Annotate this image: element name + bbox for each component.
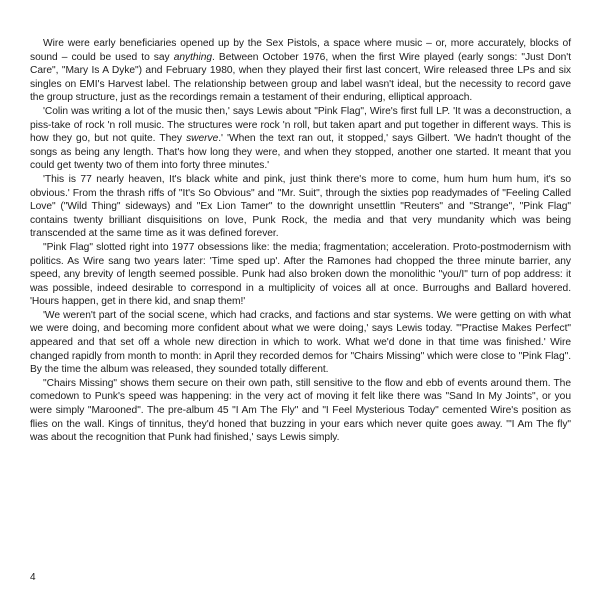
text-run: . Between October 1976, when the first Wire played (early songs: "Just Don't Care", "Mary Is A Dyke") and February 1980, when they played their first last concert, Wire released three LPs and six singles on EMI's Harvest label. The relationship between group and label wasn't ideal, but the necessity to record gave the group structure, just as the recordings remain a testament of their enduring, elliptical approach. — [30, 51, 571, 104]
text-run: 'Colin was writing a lot of the music then,' says Lewis about "Pink Flag", Wire's first full LP. 'It was a deconstruction, a piss-take of rock 'n roll music. The structures were rock 'n roll, but taken apart and put together in different ways. This is how they go, but not quite. They — [30, 105, 571, 145]
paragraph — [30, 377, 571, 445]
emphasized-text: anything — [173, 51, 213, 63]
text-run: "Chairs Missing" shows them secure on their own path, still sensitive to the flow and ebb of events around them. The comedown to Punk's speed was happening: in the very act of moving it felt like there was "Sand In My Joints", or you were simply "Marooned". The pre-album 45 "I Am The Fly" and "I Feel Mysterious Today" cemented Wire's position as flies on the wall. Kings of tinnitus, they'd honed that buzzing in your ears which never quite goes away. '"I Am The fly" was about the recognition that Punk had finished,' says Lewis simply. — [30, 377, 571, 444]
text-run: .' 'When the text ran out, it stopped,' says Gilbert. 'We hadn't thought of the songs as being any length. That's how long they were, and when they stopped, another one started. It meant that you could get twenty two of them into forty three minutes.' — [30, 133, 571, 172]
text-run: 'We weren't part of the social scene, which had cracks, and factions and star systems. We were getting on with what we were doing, and becoming more confident about what we were doing,' says Lewis today. '"Practise Makes Perfect" appeared and that set off a whole new direction in which to work. What we'd done in that time was finished.' Wire changed rapidly from month to month: in April they recorded demos for "Chairs Missing" which were close to "Pink Flag". By the time the album was released, they sounded totally different. — [30, 309, 571, 376]
text-run: Wire were early beneficiaries opened up by the Sex Pistols, a space where music – or, more accurately, blocks of sound – could be used to say — [30, 38, 571, 63]
emphasized-text: swerve — [186, 133, 219, 145]
paragraph — [30, 37, 571, 105]
paragraph — [30, 309, 571, 377]
document-page — [30, 0, 573, 597]
article-body — [30, 37, 571, 445]
page-number: 4 — [30, 572, 36, 583]
paragraph — [30, 241, 571, 309]
text-run: "Pink Flag" slotted right into 1977 obsessions like: the media; fragmentation; acceleration. Proto-postmodernism with politics. As Wire sang two years later: 'Time sped up'. After the Ramones had chopped the three minute barrier, any speed, any brevity of length seemed possible. Punk had also broken down the monolithic "you/I" turn of pop address: it was possible, indeed desirable to correspond in a multiplicity of voices all at once. Burroughs and Ballard hovered. 'Hours happen, get in there kid, and snap them!' — [30, 241, 571, 308]
paragraph — [30, 173, 571, 241]
text-run: 'This is 77 nearly heaven, It's black white and pink, just think there's more to come, hum hum hum hum, it's so obvious.' From the thrash riffs of "It's So Obvious" and "Mr. Suit", through the sixties pop readymades of "Feeling Called Love" ("Wild Thing" sideways) and "Ex Lion Tamer" to the downright unsettlin "Reuters" and "Strange", "Pink Flag" contains twenty brilliant disquisitions on love, Punk Rock, the media and that very mundanity which was being transcended at the same time as it was defined forever. — [30, 173, 571, 240]
paragraph — [30, 105, 571, 173]
